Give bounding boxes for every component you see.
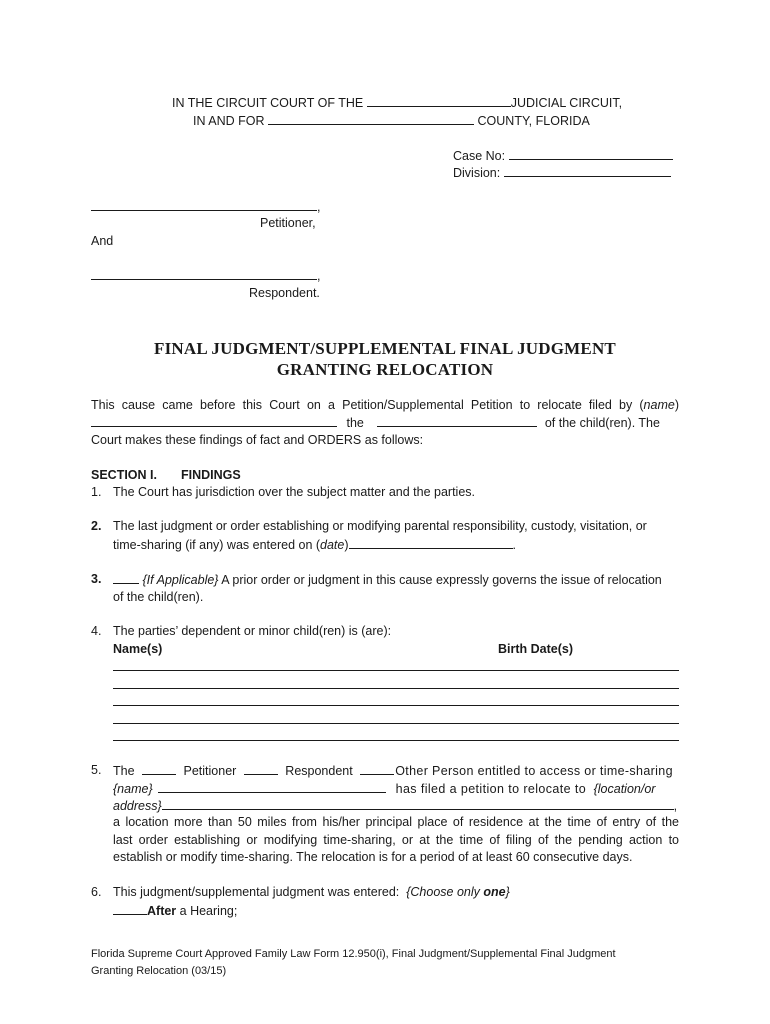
footer-line1: Florida Supreme Court Approved Family Law Form 12.950(i), Final Judgment/Supplemental Final Judgment: [91, 948, 616, 960]
after-hearing-check[interactable]: [113, 903, 147, 915]
item5-filed-text: has filed a petition to relocate to: [395, 782, 587, 796]
county-suffix: COUNTY, FLORIDA: [477, 114, 590, 128]
court-prefix: IN THE CIRCUIT COURT OF THE: [172, 96, 364, 110]
item2-line2-prefix: time-sharing (if any) was entered on (: [113, 538, 321, 552]
child-row-line-4[interactable]: [113, 723, 679, 724]
petitioner-name-blank[interactable]: [91, 199, 317, 211]
division-label: Division:: [453, 166, 501, 180]
case-no-line: [453, 148, 673, 163]
document-title-line2: GRANTING RELOCATION: [276, 360, 494, 379]
filer-name-blank[interactable]: [91, 415, 337, 427]
item3-number: 3.: [91, 572, 102, 586]
petitioner-name-line: [91, 199, 320, 214]
item2-line2-close: ): [344, 538, 349, 552]
item5-line5: last order establishing or modifying time-sharing, or at the time of filing of the pending action to: [113, 833, 679, 847]
intro-line2: [91, 415, 660, 430]
item5-location-italic: {location/or: [593, 782, 656, 796]
item5-petitioner-check[interactable]: [142, 763, 176, 775]
section-label: SECTION I.: [91, 468, 157, 482]
county-line: [193, 113, 590, 128]
item5-comma: ,: [673, 799, 678, 813]
intro-line1-text: This cause came before this Court on a Petition/Supplemental Petition to relocate filed by (: [91, 398, 644, 412]
item5-the: The: [113, 764, 135, 778]
item5-other-label: Other Person entitled to access or time-sharing: [395, 764, 673, 778]
county-prefix: IN AND FOR: [193, 114, 265, 128]
item5-location-blank[interactable]: [162, 798, 674, 810]
birth-dates-column-header: Birth Date(s): [498, 642, 574, 656]
item6-text: This judgment/supplemental judgment was entered:: [113, 885, 407, 899]
after-bold: After: [147, 904, 177, 918]
county-blank[interactable]: [268, 113, 474, 125]
division-line: [453, 165, 671, 180]
item6-number: 6.: [91, 885, 102, 899]
child-row-line-1[interactable]: [113, 670, 679, 671]
relationship-blank[interactable]: [377, 415, 537, 427]
division-blank[interactable]: [504, 165, 671, 177]
item2-number: 2.: [91, 519, 102, 533]
court-suffix: JUDICIAL CIRCUIT,: [510, 96, 623, 110]
judgment-date-blank[interactable]: [349, 537, 513, 549]
item6-choose-italic: {Choose only: [406, 885, 484, 899]
case-no-blank[interactable]: [509, 148, 673, 160]
item5-respondent-label: Respondent: [285, 764, 353, 778]
respondent-name-blank[interactable]: [91, 268, 317, 280]
names-column-header: Name(s): [113, 642, 163, 656]
item5-petitioner-label: Petitioner: [183, 764, 237, 778]
item2-line2-end: .: [512, 538, 517, 552]
intro-line1: [91, 398, 679, 412]
child-row-line-5[interactable]: [113, 740, 679, 741]
petitioner-label: Petitioner,: [260, 216, 316, 230]
item3-line1-rest: A prior order or judgment in this cause expressly governs the issue of relocation: [218, 573, 662, 587]
item5-other-check[interactable]: [360, 763, 394, 775]
item5-line2: [113, 781, 655, 796]
item5-line4: a location more than 50 miles from his/her principal place of residence at the time of entry of the: [113, 815, 679, 829]
item2-line1: The last judgment or order establishing or modifying parental responsibility, custody, visitation, or: [113, 519, 647, 533]
item4-number: 4.: [91, 624, 102, 638]
item5-address-italic: address}: [113, 799, 162, 813]
item5-respondent-check[interactable]: [244, 763, 278, 775]
item1-text: The Court has jurisdiction over the subject matter and the parties.: [113, 485, 475, 499]
item5-number: 5.: [91, 763, 102, 777]
item5-line1: [113, 763, 673, 778]
section-heading: FINDINGS: [181, 468, 241, 482]
item6-one-bold: one: [483, 885, 506, 899]
petitioner-comma: ,: [317, 200, 321, 214]
item2-line2: [113, 537, 516, 552]
respondent-comma: ,: [317, 269, 321, 283]
item2-date-italic: date: [320, 538, 345, 552]
intro-name-italic: name: [643, 398, 675, 412]
item6-close-brace: }: [505, 885, 510, 899]
intro-line3: Court makes these findings of fact and ORDERS as follows:: [91, 433, 424, 447]
item3-check-blank[interactable]: [113, 572, 139, 584]
item6-after-hearing: [113, 903, 237, 918]
intro-line1-close: ): [674, 398, 679, 412]
intro-the: the: [346, 416, 364, 430]
child-row-line-2[interactable]: [113, 688, 679, 689]
after-rest: a Hearing;: [176, 904, 238, 918]
intro-line2-rest: of the child(ren). The: [544, 416, 660, 430]
item6-line1: [113, 885, 510, 899]
and-label: And: [91, 234, 114, 248]
item5-name-italic: {name}: [113, 782, 153, 796]
document-title-line1: FINAL JUDGMENT/SUPPLEMENTAL FINAL JUDGMENT: [154, 339, 616, 358]
respondent-name-line: [91, 268, 320, 283]
item3-line1: [113, 572, 662, 587]
court-line: [172, 95, 622, 110]
item5-name-blank[interactable]: [158, 781, 386, 793]
footer-line2: Granting Relocation (03/15): [91, 965, 227, 977]
item5-line6: establish or modify time-sharing. The relocation is for a period of at least 60 consecutive days.: [113, 850, 633, 864]
case-no-label: Case No:: [453, 149, 506, 163]
item4-text: The parties’ dependent or minor child(ren) is (are):: [113, 624, 392, 638]
item5-line3: [113, 798, 677, 813]
circuit-blank[interactable]: [367, 95, 511, 107]
child-row-line-3[interactable]: [113, 705, 679, 706]
item1-number: 1.: [91, 485, 102, 499]
item3-italic: {If Applicable}: [142, 573, 219, 587]
respondent-label: Respondent.: [249, 286, 320, 300]
item3-line2: of the child(ren).: [113, 590, 204, 604]
